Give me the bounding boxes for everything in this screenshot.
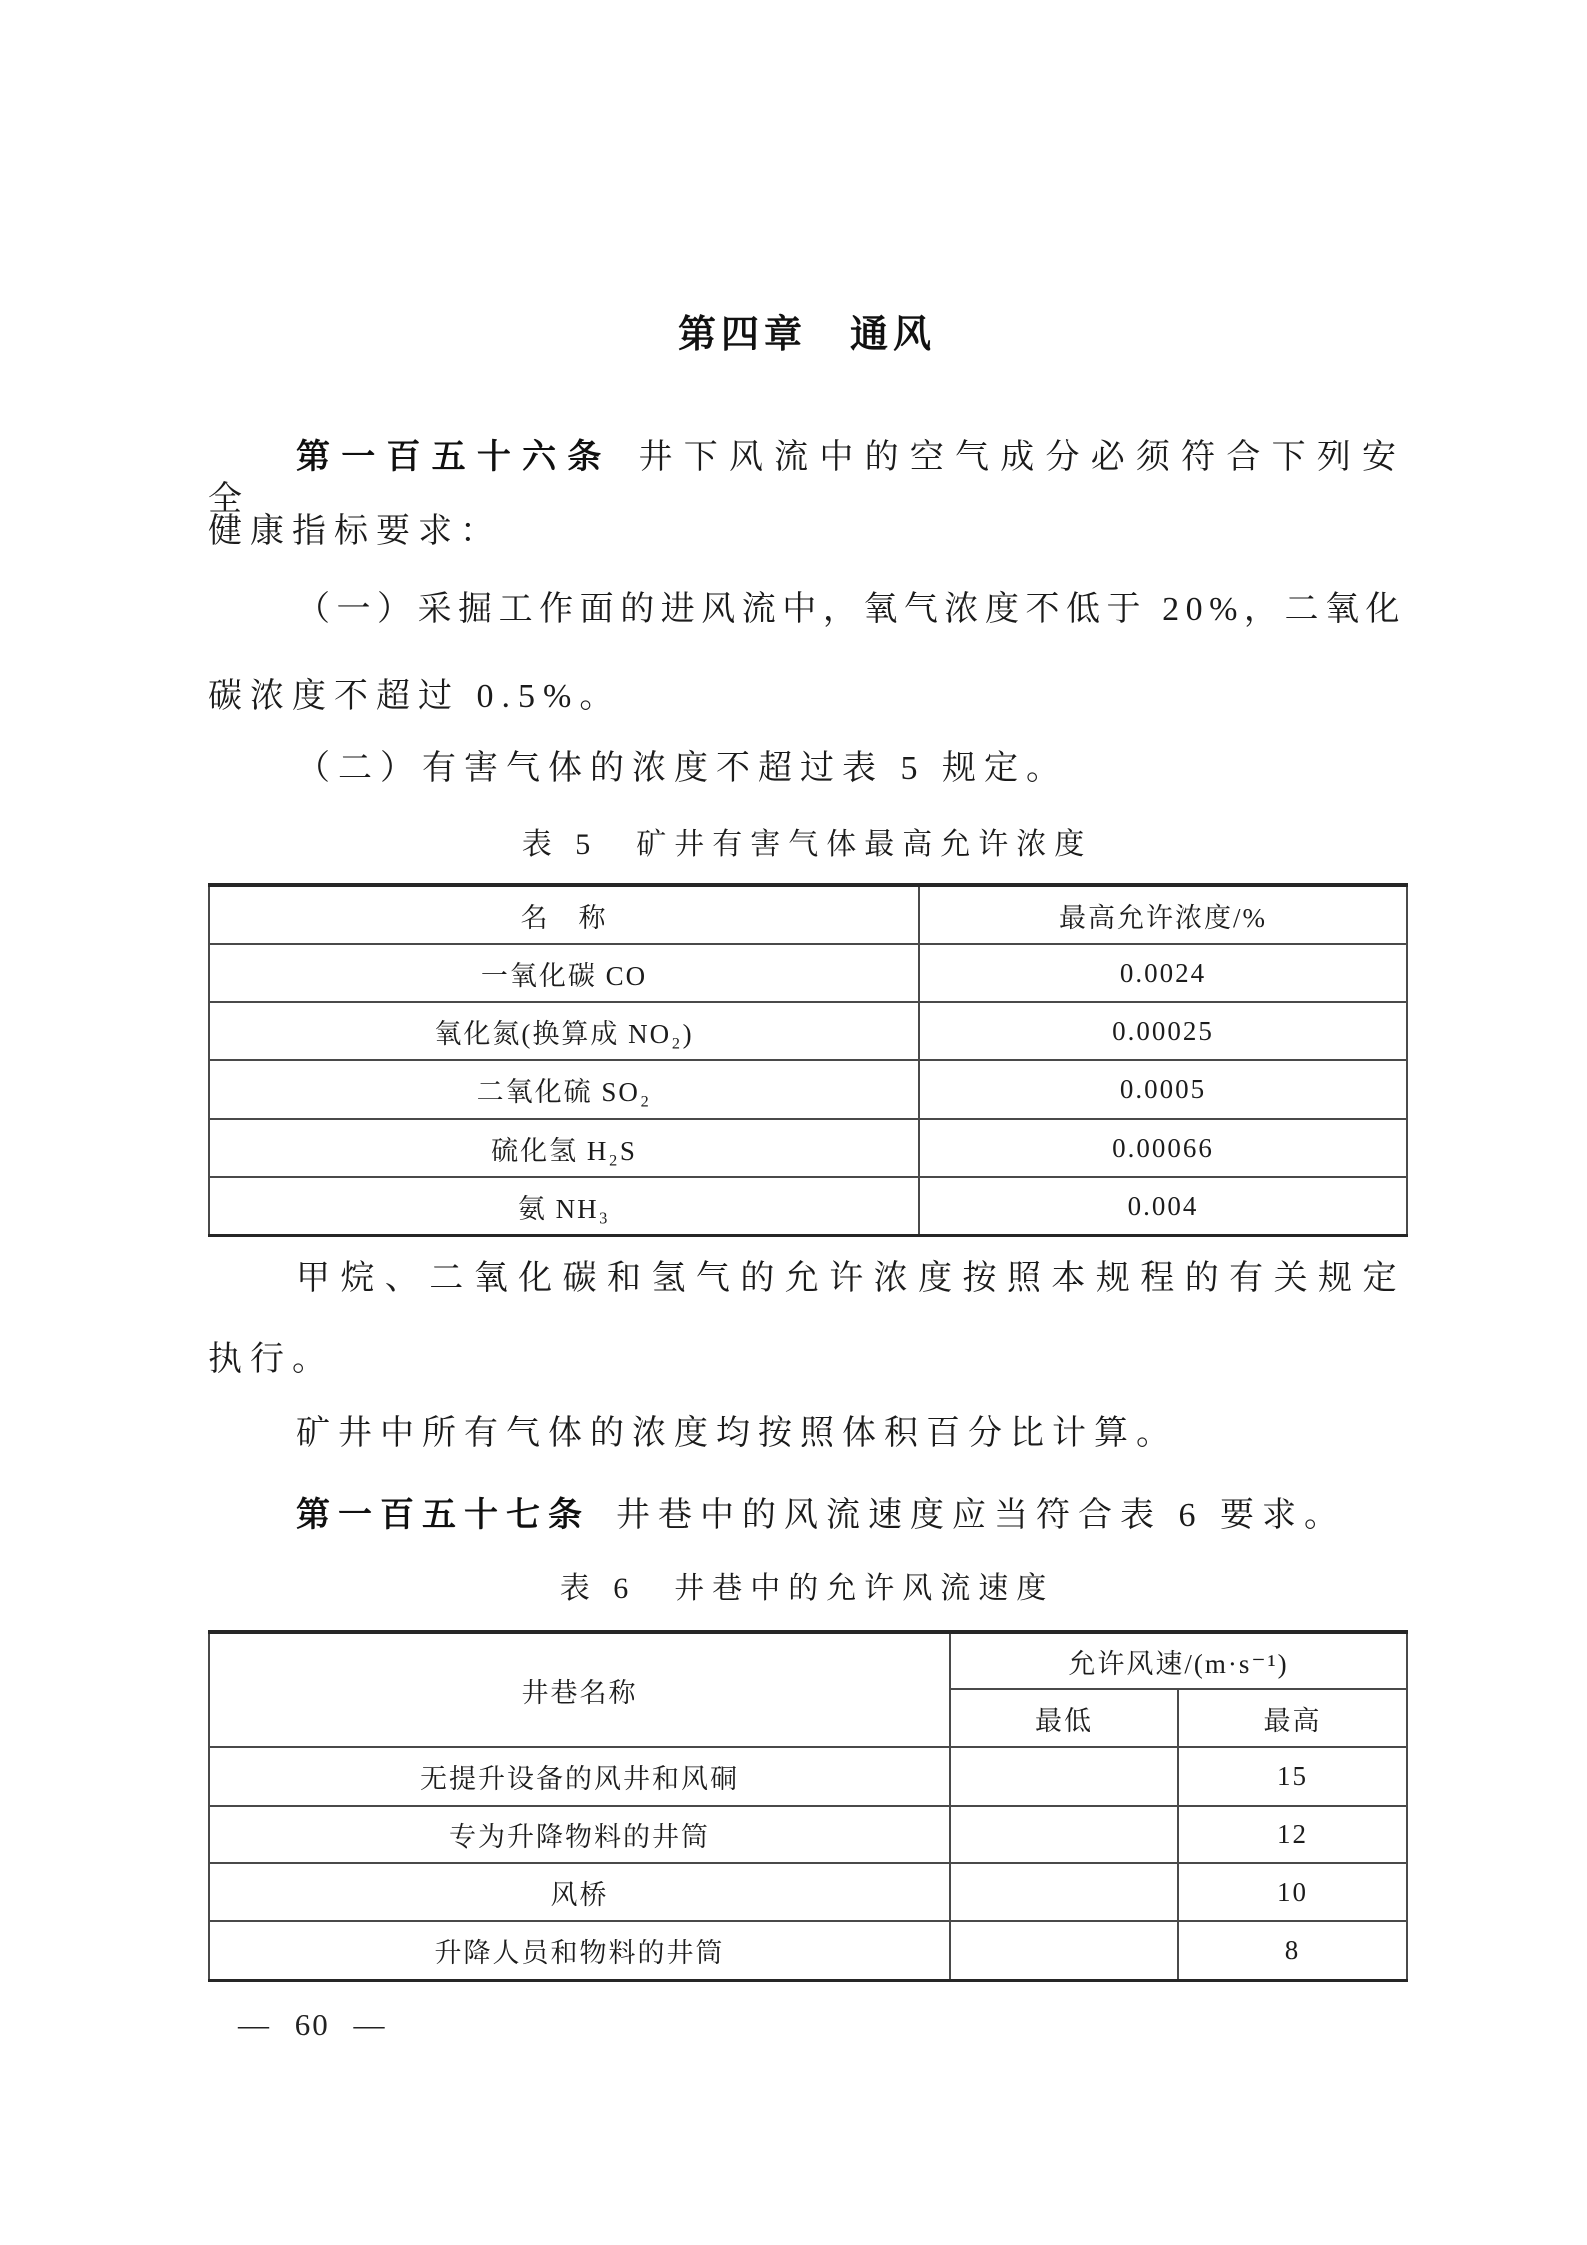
max-speed-cell: 15 xyxy=(1178,1747,1407,1806)
table-row xyxy=(209,1060,1407,1119)
table-5 xyxy=(208,883,1408,1237)
gas-name-cell: 氧化氮(换算成 NO₂) xyxy=(209,1002,919,1060)
table-row xyxy=(209,944,1407,1002)
article-156-line-2: 健康指标要求： xyxy=(208,513,502,550)
table-5-header-value: 最高允许浓度/% xyxy=(919,885,1407,944)
page-content-column xyxy=(208,0,1406,2245)
gas-value-cell: 0.004 xyxy=(919,1177,1407,1236)
gas-value-cell: 0.00066 xyxy=(919,1119,1407,1177)
gas-name-cell: 二氧化硫 SO₂ xyxy=(209,1060,919,1119)
min-speed-cell xyxy=(950,1747,1178,1806)
table-6-header-min: 最低 xyxy=(950,1689,1178,1747)
airway-name-cell: 无提升设备的风井和风硐 xyxy=(209,1747,950,1806)
table-row xyxy=(209,1863,1407,1921)
table-6-caption: 表 6 井巷中的允许风流速度 xyxy=(559,1572,1055,1605)
article-156-number: 第一百五十六条 xyxy=(296,438,613,476)
page-footer xyxy=(238,2006,387,2044)
article-156-item-2: （二）有害气体的浓度不超过表 5 规定。 xyxy=(296,750,1068,787)
table-row xyxy=(209,1747,1407,1806)
gas-name-cell: 氨 NH₃ xyxy=(209,1177,919,1236)
max-speed-cell: 12 xyxy=(1178,1806,1407,1863)
table-5-header-row xyxy=(209,885,1407,944)
table-6-header-name: 井巷名称 xyxy=(209,1632,950,1747)
table-row xyxy=(209,1177,1407,1236)
volume-note: 矿井中所有气体的浓度均按照体积百分比计算。 xyxy=(296,1415,1178,1452)
table-6-header-max: 最高 xyxy=(1178,1689,1407,1747)
gas-value-cell: 0.0024 xyxy=(919,944,1407,1002)
page-number: — 60 — xyxy=(238,2007,387,2042)
max-speed-cell: 10 xyxy=(1178,1863,1407,1921)
table-row xyxy=(209,1002,1407,1060)
gas-value-cell: 0.0005 xyxy=(919,1060,1407,1119)
table-5-header-name: 名 称 xyxy=(209,885,919,944)
note-line-1: 甲烷、二氧化碳和氢气的允许浓度按照本规程的有关规定 xyxy=(296,1260,1406,1297)
gas-value-cell: 0.00025 xyxy=(919,1002,1407,1060)
min-speed-cell xyxy=(950,1863,1178,1921)
gas-name-cell: 一氧化碳 CO xyxy=(209,944,919,1002)
article-157-number: 第一百五十七条 xyxy=(296,1496,590,1534)
article-156-item-1-line-1: （一）采掘工作面的进风流中，氧气浓度不低于 20%，二氧化 xyxy=(296,591,1406,628)
article-156-line-1 xyxy=(208,436,1406,521)
note-line-2: 执行。 xyxy=(208,1341,334,1378)
table-6-header-speed: 允许风速/(m·s⁻¹) xyxy=(950,1632,1407,1689)
min-speed-cell xyxy=(950,1806,1178,1863)
table-6 xyxy=(208,1630,1408,1982)
article-156-item-1-line-2: 碳浓度不超过 0.5%。 xyxy=(208,678,622,715)
article-157-line xyxy=(208,1494,1406,1537)
table-row xyxy=(209,1806,1407,1863)
min-speed-cell xyxy=(950,1921,1178,1981)
gas-name-cell: 硫化氢 H₂S xyxy=(209,1119,919,1177)
table-5-caption: 表 5 矿井有害气体最高允许浓度 xyxy=(521,828,1093,861)
airway-name-cell: 升降人员和物料的井筒 xyxy=(209,1921,950,1981)
article-157-text: 井巷中的风流速度应当符合表 6 要求。 xyxy=(616,1497,1346,1534)
article-156-line-1-text: 井下风流中的空气成分必须符合下列安全 xyxy=(208,439,1407,518)
table-row xyxy=(209,1921,1407,1981)
table-row xyxy=(209,1119,1407,1177)
airway-name-cell: 风桥 xyxy=(209,1863,950,1921)
max-speed-cell: 8 xyxy=(1178,1921,1407,1981)
table-6-header-row-1 xyxy=(209,1632,1407,1689)
chapter-title: 第四章 通风 xyxy=(677,314,936,356)
airway-name-cell: 专为升降物料的井筒 xyxy=(209,1806,950,1863)
